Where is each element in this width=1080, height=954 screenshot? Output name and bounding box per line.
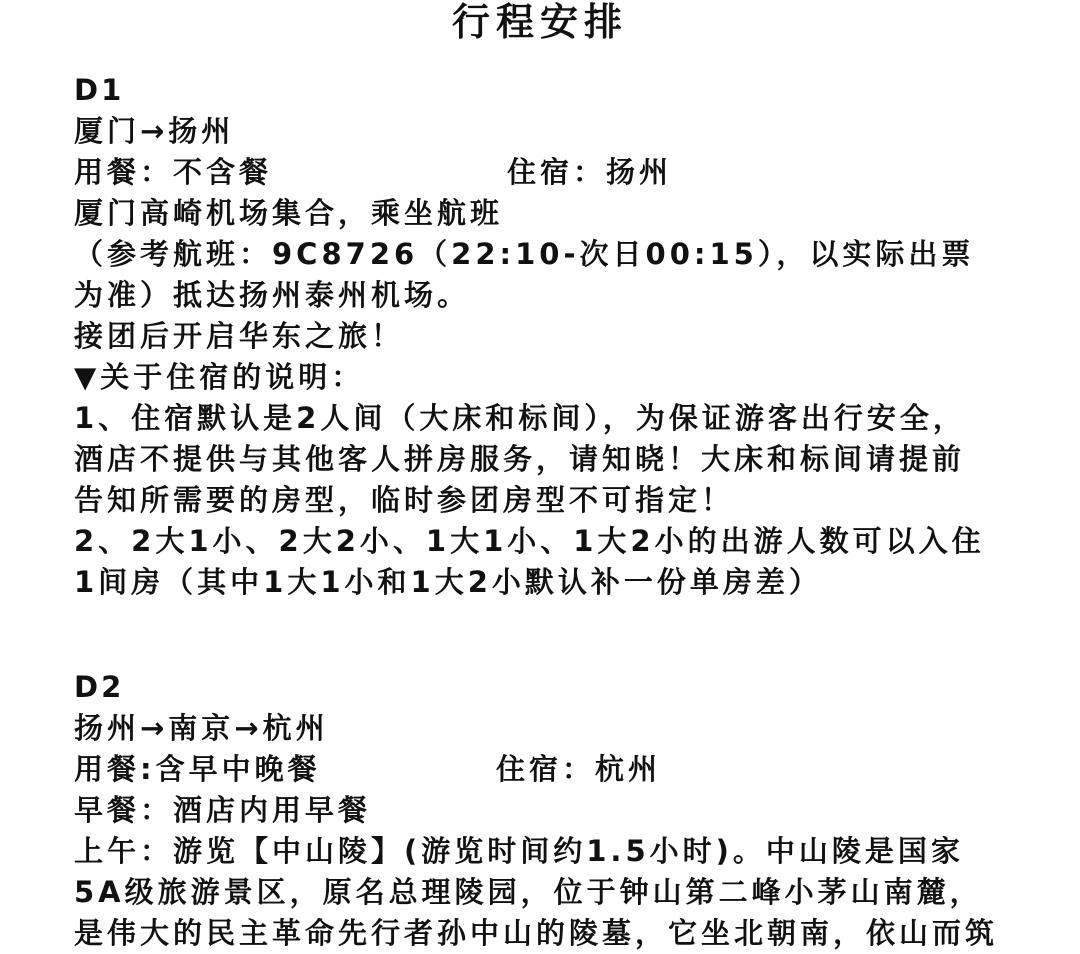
day-1-route: 厦门→扬州 [74, 114, 235, 148]
day-1-line: 1、住宿默认是2人间（大床和标间），为保证游客出行安全， [74, 401, 966, 435]
day-separator [74, 603, 1034, 667]
day-1-line: 接团后开启华东之旅！ [74, 319, 405, 353]
day-2-lodging: 住宿：杭州 [496, 752, 662, 786]
day-1-meal: 用餐：不含餐 [74, 155, 273, 189]
day-2-route: 扬州→南京→杭州 [74, 711, 329, 745]
day-2-meal-row [74, 749, 1034, 790]
day-1-line: （参考航班：9C8726（22:10-次日00:15），以实际出票 [74, 237, 975, 271]
day-1-line: 厦门高崎机场集合，乘坐航班 [74, 196, 504, 230]
day-1-label: D1 [74, 73, 125, 107]
day-1-line: 1间房（其中1大1小和1大2小默认补一份单房差） [74, 565, 822, 599]
day-1-lodging: 住宿：扬州 [507, 155, 673, 189]
day-2-line: 早餐：酒店内用早餐 [74, 793, 372, 827]
itinerary [74, 70, 1034, 954]
day-1-line: ▼关于住宿的说明： [74, 360, 365, 394]
day-1-line: 告知所需要的房型，临时参团房型不可指定！ [74, 483, 735, 517]
page-title: 行程安排 [451, 0, 628, 44]
day-2-label: D2 [74, 670, 125, 704]
day-2-line: 是伟大的民主革命先行者孙中山的陵墓，它坐北朝南，依山而筑 [74, 916, 999, 950]
day-1-meal-row [74, 152, 1034, 193]
day-1-line: 2、2大1小、2大2小、1大1小、1大2小的出游人数可以入住 [74, 524, 985, 558]
day-1-line: 为准）抵达扬州泰州机场。 [74, 278, 471, 312]
day-2-line: 5A级旅游景区，原名总理陵园，位于钟山第二峰小茅山南麓， [74, 875, 983, 909]
day-2-line: 上午：游览【中山陵】(游览时间约1.5小时)。中山陵是国家 [74, 834, 964, 868]
day-2-meal: 用餐:含早中晚餐 [74, 752, 321, 786]
day-1-line: 酒店不提供与其他客人拼房服务，请知晓！大床和标间请提前 [74, 442, 966, 476]
